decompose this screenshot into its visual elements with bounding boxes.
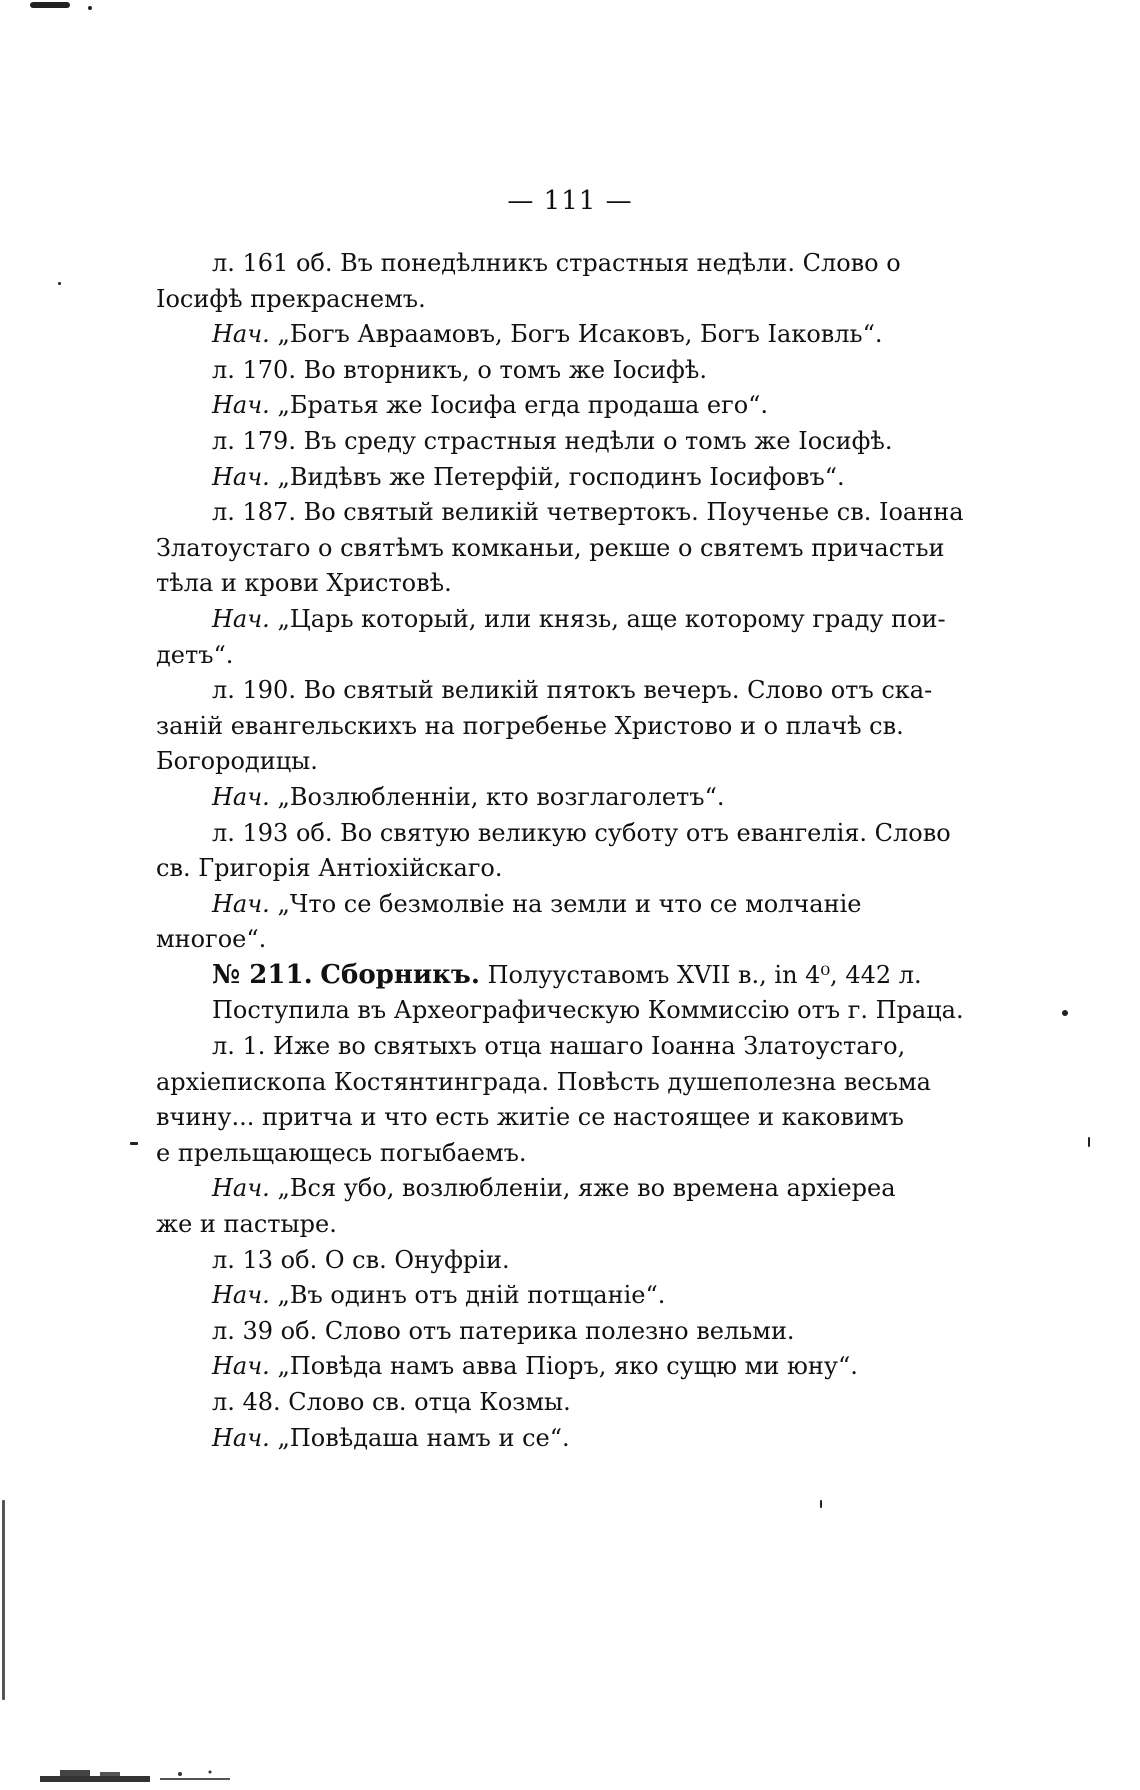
incipit-label: Нач. xyxy=(212,1352,270,1381)
text-line: св. Григорія Антіохійскаго. xyxy=(156,854,503,883)
incipit-label: Нач. xyxy=(212,782,270,811)
incipit-line xyxy=(156,460,936,496)
speck xyxy=(1088,1137,1090,1147)
scan-smudge xyxy=(40,1768,230,1782)
speck xyxy=(1062,1010,1068,1016)
incipit-line xyxy=(156,317,936,353)
text-line: л. 48. Слово св. отца Козмы. xyxy=(212,1388,571,1416)
text-line: л. 179. Въ среду страстныя недѣли о томъ же Іосифѣ. xyxy=(212,426,893,455)
text-line: л. 187. Во святый великій четвертокъ. Поученье св. Іоанна xyxy=(212,498,964,527)
incipit-line xyxy=(156,1171,936,1207)
text-line: Златоустаго о святѣмъ комканьи, рекше о святемъ причастьи xyxy=(156,533,945,562)
speck xyxy=(130,1142,138,1145)
text-line: детъ“. xyxy=(156,640,234,669)
incipit-line xyxy=(156,388,936,424)
text-line: л. 39 об. Слово отъ патерика полезно вельми. xyxy=(212,1316,795,1345)
text-line: Поступила въ Археографическую Коммиссію отъ г. Праца. xyxy=(212,996,964,1025)
incipit-text: „Царь который, или князь, аще которому граду пои- xyxy=(277,604,946,633)
text-line: е прельщающесь погыбаемъ. xyxy=(156,1138,527,1167)
incipit-label: Нач. xyxy=(212,1423,270,1452)
text-line: заній евангельскихъ на погребенье Христово и о плачѣ св. xyxy=(156,711,904,740)
incipit-label: Нач. xyxy=(212,462,270,491)
incipit-line xyxy=(156,780,936,816)
incipit-text: „Богъ Авраамовъ, Богъ Исаковъ, Богъ Іаковль“. xyxy=(277,320,883,349)
incipit-text: „Что се безмолвіе на земли и что се молчаніе xyxy=(277,889,862,918)
incipit-line xyxy=(156,1421,936,1457)
speck xyxy=(58,282,61,285)
speck xyxy=(2,1500,5,1700)
text-line: многое“. xyxy=(156,925,267,954)
page-number: — 111 — xyxy=(507,186,633,216)
speck xyxy=(30,2,70,8)
incipit-text: „Въ одинъ отъ дній потщаніе“. xyxy=(277,1281,666,1310)
incipit-label: Нач. xyxy=(212,604,270,633)
incipit-label: Нач. xyxy=(212,391,270,420)
text-line: архіепископа Костянтинграда. Повѣсть душеполезна весьма xyxy=(156,1067,931,1096)
manuscript-heading xyxy=(156,958,936,994)
incipit-label: Нач. xyxy=(212,889,270,918)
manuscript-description: Полууставомъ XVII в., in 4⁰, 442 л. xyxy=(487,960,922,989)
incipit-text: „Повѣдаша намъ и се“. xyxy=(277,1423,570,1452)
incipit-label: Нач. xyxy=(212,320,270,349)
incipit-label: Нач. xyxy=(212,1281,270,1310)
incipit-line xyxy=(156,887,936,923)
text-line: л. 190. Во святый великій пятокъ вечеръ. Слово отъ ска- xyxy=(212,676,933,705)
text-line: тѣла и крови Христовѣ. xyxy=(156,569,452,598)
text-line: Богородицы. xyxy=(156,747,318,776)
text-line: вчину... притча и что есть житіе се настоящее и каковимъ xyxy=(156,1103,904,1132)
text-line: л. 170. Во вторникъ, о томъ же Іосифѣ. xyxy=(212,355,707,384)
incipit-text: „Вся убо, возлюбленіи, яже во времена архіереа xyxy=(277,1174,896,1203)
text-line: л. 13 об. О св. Онуфріи. xyxy=(212,1245,510,1274)
text-line: же и пастыре. xyxy=(156,1210,337,1239)
manuscript-title: Сборникъ. xyxy=(320,959,480,990)
text-line: л. 161 об. Въ понедѣлникъ страстныя недѣли. Слово о xyxy=(212,249,901,277)
page-body xyxy=(156,246,964,1456)
incipit-text: „Братья же Іосифа егда продаша его“. xyxy=(277,391,769,420)
incipit-text: „Возлюбленніи, кто возглаголетъ“. xyxy=(277,782,725,811)
text-line: л. 1. Иже во святыхъ отца нашаго Іоанна Златоустаго, xyxy=(212,1032,906,1061)
speck xyxy=(820,1500,822,1508)
incipit-text: „Видѣвъ же Петерфій, господинъ Іосифовъ“. xyxy=(277,462,845,491)
incipit-line xyxy=(156,602,946,638)
manuscript-number: № 211. xyxy=(212,959,313,990)
incipit-label: Нач. xyxy=(212,1174,270,1203)
incipit-line xyxy=(156,1278,936,1314)
text-line: л. 193 об. Во святую великую суботу отъ евангелія. Слово xyxy=(212,818,951,847)
incipit-line xyxy=(156,1349,936,1385)
speck xyxy=(88,6,92,10)
text-line: Іосифѣ прекраснемъ. xyxy=(156,284,426,313)
incipit-text: „Повѣда намъ авва Піоръ, яко сущю ми юну“. xyxy=(277,1352,858,1381)
